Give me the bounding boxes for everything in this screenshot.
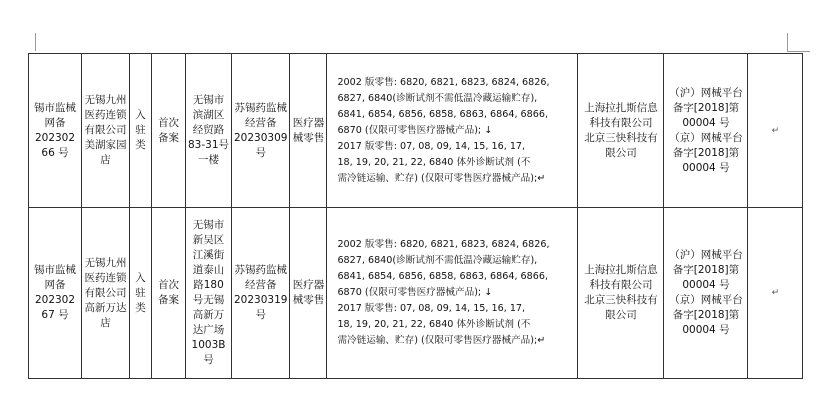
cell-line: 6827, 6840(诊断试剂不需低温冷藏运输贮存), — [337, 255, 538, 266]
cell-line: （沪）网械平台备字[2018]第 00004 号 — [669, 86, 743, 129]
cell-line: 上海拉扎斯信息科技有限公司 — [584, 264, 658, 291]
row-end-cell — [748, 208, 803, 379]
registration-number-cell: 锡市监械网备202302 66 号 — [29, 54, 82, 208]
table-row — [29, 208, 803, 379]
paragraph-mark: ↵ — [771, 125, 780, 136]
cell-line: 18, 19, 20, 21, 22, 6840 体外诊断试剂 (不 — [337, 319, 531, 330]
platform-operator-cell — [578, 208, 664, 379]
crop-mark-top-right — [787, 33, 810, 52]
platform-record-cell — [664, 208, 748, 379]
registration-number-cell: 锡市监械网备202302 67 号 — [29, 208, 82, 379]
entry-type-cell: 入驻类 — [130, 54, 152, 208]
cell-line: 北京三快科技有限公司 — [584, 131, 658, 159]
cell-line: 6841, 6854, 6856, 6858, 6863, 6864, 6866, — [337, 108, 549, 120]
cell-line: 北京三快科技有限公司 — [584, 294, 658, 321]
cell-line: （沪）网械平台备字[2018]第 00004 号 — [669, 249, 743, 291]
company-name-cell: 无锡九州医药连锁有限公司美湖家园店 — [82, 54, 130, 208]
cell-line: 上海拉扎斯信息科技有限公司 — [584, 101, 658, 129]
cell-line: 6870 (仅限可零售医疗器械产品); ↓ — [337, 287, 493, 298]
license-number-cell: 苏锡药监械经营备20230319 号 — [232, 208, 290, 379]
cell-line: 2002 版零售: 6820, 6821, 6823, 6824, 6826, — [337, 76, 550, 88]
cell-line: （京）网械平台备字[2018]第 00004 号 — [669, 131, 743, 174]
table-row — [29, 54, 803, 208]
business-scope-cell — [327, 54, 578, 208]
cell-line: 6841, 6854, 6856, 6858, 6863, 6864, 6866, — [337, 271, 549, 282]
cell-line: 需冷链运输、贮存) (仅限可零售医疗器械产品);↵ — [337, 172, 546, 184]
business-type-cell: 医疗器械零售 — [290, 208, 327, 379]
filing-type-cell: 首次备案 — [152, 54, 186, 208]
entry-type-cell: 入驻类 — [130, 208, 152, 379]
cell-line: 需冷链运输、贮存) (仅限可零售医疗器械产品);↵ — [337, 335, 546, 346]
cell-line: 2017 版零售: 07, 08, 09, 14, 15, 16, 17, — [337, 303, 526, 314]
address-cell: 无锡市新吴区江溪街道泰山路180号无锡高新万达广场1003B号 — [186, 208, 232, 379]
license-number-cell: 苏锡药监械经营备20230309 号 — [232, 54, 290, 208]
cell-line: 6827, 6840(诊断试剂不需低温冷藏运输贮存), — [337, 92, 538, 104]
cell-line: 2002 版零售: 6820, 6821, 6823, 6824, 6826, — [337, 239, 550, 250]
platform-operator-cell — [578, 54, 664, 208]
business-scope-cell — [327, 208, 578, 379]
cell-line: 6870 (仅限可零售医疗器械产品); ↓ — [337, 124, 493, 136]
business-type-cell: 医疗器械零售 — [290, 54, 327, 208]
address-cell: 无锡市滨湖区经贸路83-31号一楼 — [186, 54, 232, 208]
filing-type-cell: 首次备案 — [152, 208, 186, 379]
platform-record-cell — [664, 54, 748, 208]
cell-line: 2017 版零售: 07, 08, 09, 14, 15, 16, 17, — [337, 140, 526, 152]
paragraph-mark: ↵ — [771, 288, 780, 298]
cell-line: （京）网械平台备字[2018]第 00004 号 — [669, 294, 743, 336]
row-end-cell — [748, 54, 803, 208]
filing-registry-table — [28, 53, 803, 379]
company-name-cell: 无锡九州医药连锁有限公司高新万达店 — [82, 208, 130, 379]
crop-mark-top-left — [35, 33, 36, 51]
cell-line: 18, 19, 20, 21, 22, 6840 体外诊断试剂 (不 — [337, 156, 531, 168]
